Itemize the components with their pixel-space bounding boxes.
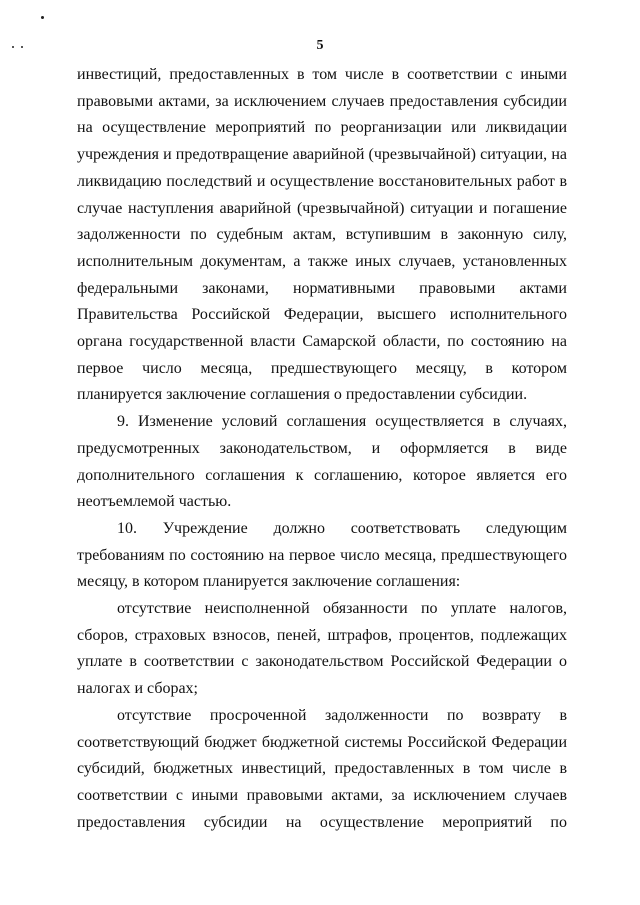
paragraph-continuation: инвестиций, предоставленных в том числе в соответствии с иными правовыми актами, за исключением случаев предоставления субсидии на осуществление мероприятий по реорганизации или ликвидации учреждения и предотвращение аварийной (чрезвычайной) ситуации, на ликвидацию последствий и осуществление восстановительных работ в случае наступления аварийной (чрезвычайной) ситуации и погашение задолженности по судебным актам, вступившим в законную силу, исполнительным документам, а также иных случаев, установленных федеральными законами, нормативными правовыми актами Правительства Российской Федерации, высшего исполнительного органа государственной власти Самарской области, по состоянию на первое число месяца, предшествующего месяцу, в котором планируется заключение соглашения о предоставлении субсидии. [77,66,567,404]
scan-dot-mark [41,16,44,19]
page-number: 5 [316,38,324,53]
paragraph-item-9: 9. Изменение условий соглашения осуществляется в случаях, предусмотренных законодательством, и оформляется в виде дополнительного соглашения к соглашению, которое является его неотъемлемой частью. [77,413,567,511]
paragraph-requirement-taxes: отсутствие неисполненной обязанности по уплате налогов, сборов, страховых взносов, пеней, штрафов, процентов, подлежащих уплате в соответствии с законодательством Российской Федерации о налогах и сборах; [77,600,567,698]
paragraph-item-10: 10. Учреждение должно соответствовать следующим требованиям по состоянию на первое число месяца, предшествующего месяцу, в котором планируется заключение соглашения: [77,519,567,591]
paragraph-requirement-debt: отсутствие просроченной задолженности по возврату в соответствующий бюджет бюджетной системы Российской Федерации субсидий, бюджетных инвестиций, предоставленных в том числе в соответствии с иными правовыми актами, за исключением случаев предоставления субсидии на осуществление мероприятий по [77,706,567,831]
document-body [77,62,567,836]
